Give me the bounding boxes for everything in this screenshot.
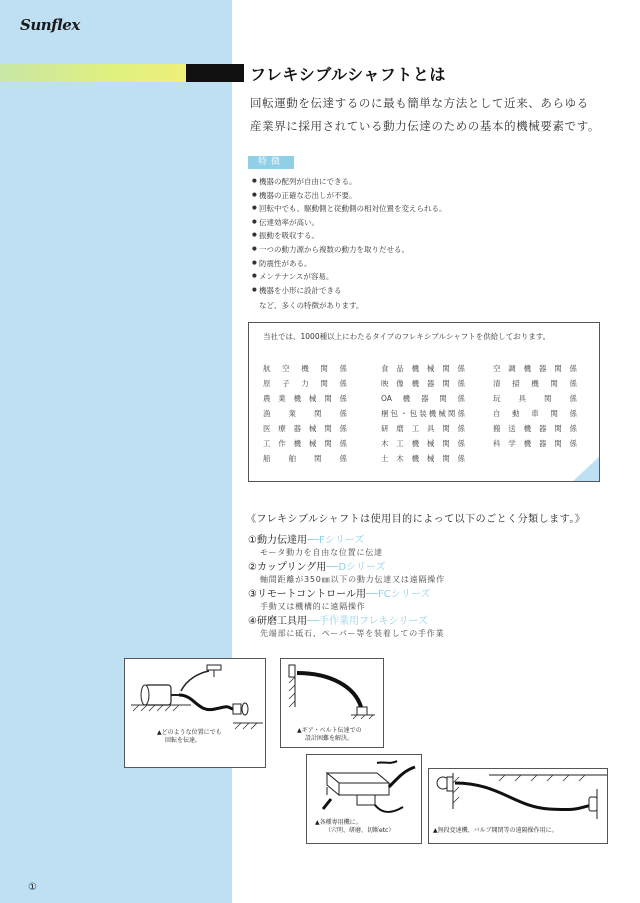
- box-corner-fold: [573, 457, 599, 481]
- industry-column-2: [381, 361, 465, 466]
- feature-item: ● 機器を小形に設計できる: [252, 284, 612, 298]
- industry-item: 梱包・包装機械関係: [381, 409, 465, 418]
- category-desc: 軸間距離が350㎜以下の動力伝達又は遠隔操作: [260, 575, 445, 584]
- category-dash: ──: [306, 535, 320, 546]
- feature-item: ● 機器の正確な芯出しが不要。: [252, 189, 612, 203]
- category-series: 手作業用フレキシリーズ: [319, 616, 429, 627]
- brand-logo: Sunflex: [20, 16, 80, 34]
- illustration-caption: ▲ギア・ベルト伝達での 設計困難を解決。: [297, 727, 362, 742]
- illustration-caption: ▲各種専用機に。 （穴明、研磨、切断etc）: [315, 819, 395, 834]
- industry-column-3: [493, 361, 577, 451]
- category-desc: 手動又は機構的に遠隔操作: [260, 602, 366, 611]
- page-number: ①: [28, 882, 37, 893]
- industry-item: 清掃機関係: [493, 379, 577, 388]
- illustration-motor-panel: [124, 658, 266, 768]
- industry-item: 研磨工具関係: [381, 424, 465, 433]
- industry-item: 土木機械関係: [381, 454, 465, 463]
- feature-item: ● 伝達効率が高い。: [252, 216, 612, 230]
- category-title: ③リモートコントロール用: [248, 589, 366, 600]
- industry-item: 航空機関係: [263, 364, 347, 373]
- feature-item: ● 機器の配列が自由にできる。: [252, 175, 612, 189]
- intro-text: [250, 92, 630, 138]
- industry-item: OA機器関係: [381, 394, 465, 403]
- industry-column-1: [263, 361, 347, 466]
- page-title: フレキシブルシャフトとは: [250, 65, 446, 84]
- industry-intro: 当社では、1000種以上にわたるタイプのフレキシブルシャフトを供給しております。: [263, 332, 551, 341]
- category-title: ①動力伝達用: [248, 535, 307, 546]
- industry-item: 玩具関係: [493, 394, 577, 403]
- category-series: Dシリーズ: [338, 562, 386, 573]
- industry-item: 映像機器関係: [381, 379, 465, 388]
- intro-line: 産業界に採用されている動力伝達のための基本的機械要素です。: [250, 119, 600, 133]
- illustration-machine-panel: [306, 754, 422, 844]
- industry-item: 科学機器関係: [493, 439, 577, 448]
- industry-item: 船舶関係: [263, 454, 347, 463]
- industry-item: 自動車関係: [493, 409, 577, 418]
- illustration-caption: ▲無段変速機、バルブ開閉等の遠隔操作用に。: [433, 827, 558, 834]
- category-title: ②カップリング用: [248, 562, 327, 573]
- illustration-remote-panel: [428, 768, 608, 844]
- category-dash: ──: [306, 616, 320, 627]
- industry-item: 医療器械関係: [263, 424, 347, 433]
- industry-item: 搬送機器関係: [493, 424, 577, 433]
- category-item: [248, 558, 445, 585]
- feature-item: ● 防震性がある。: [252, 257, 612, 271]
- category-item: [248, 585, 430, 612]
- feature-item: ● 回転中でも、駆動側と従動側の相対位置を変えられる。: [252, 202, 612, 216]
- intro-line: 回転運動を伝達するのに最も簡単な方法として近来、あらゆる: [250, 96, 589, 110]
- category-item: [248, 531, 383, 558]
- feature-item: ● 振動を吸収する。: [252, 229, 612, 243]
- category-dash: ──: [365, 589, 379, 600]
- feature-item: ● メンテナンスが容易。: [252, 270, 612, 284]
- illustration-caption: ▲どのような位置にでも 回転を伝達。: [157, 729, 222, 744]
- industry-box: [248, 322, 600, 482]
- industry-item: 食品機械関係: [381, 364, 465, 373]
- industry-item: 漁業関係: [263, 409, 347, 418]
- title-bar-accent: [186, 64, 244, 82]
- category-desc: モータ動力を自由な位置に伝達: [260, 548, 383, 557]
- features-badge: 特徴: [248, 156, 294, 169]
- category-desc: 先端部に砥石、ペーパー等を装着しての手作業: [260, 629, 445, 638]
- category-series: Fシリーズ: [319, 535, 365, 546]
- category-series: FCシリーズ: [378, 589, 431, 600]
- motor-illustration: [125, 659, 267, 769]
- category-dash: ──: [326, 562, 339, 573]
- features-list: [252, 175, 612, 297]
- industry-item: 木工機械関係: [381, 439, 465, 448]
- industry-item: 農業機械関係: [263, 394, 347, 403]
- illustration-gear-panel: [280, 658, 384, 748]
- category-item: [248, 612, 444, 639]
- industry-item: 工作機械関係: [263, 439, 347, 448]
- classification-title: 《フレキシブルシャフトは使用目的によって以下のごとく分類します。》: [246, 514, 586, 525]
- feature-item: ● 一つの動力源から複数の動力を取りだせる。: [252, 243, 612, 257]
- category-title: ④研磨工具用: [248, 616, 307, 627]
- industry-item: 空調機器関係: [493, 364, 577, 373]
- industry-item: 原子力関係: [263, 379, 347, 388]
- features-note: など、多くの特徴があります。: [259, 301, 364, 310]
